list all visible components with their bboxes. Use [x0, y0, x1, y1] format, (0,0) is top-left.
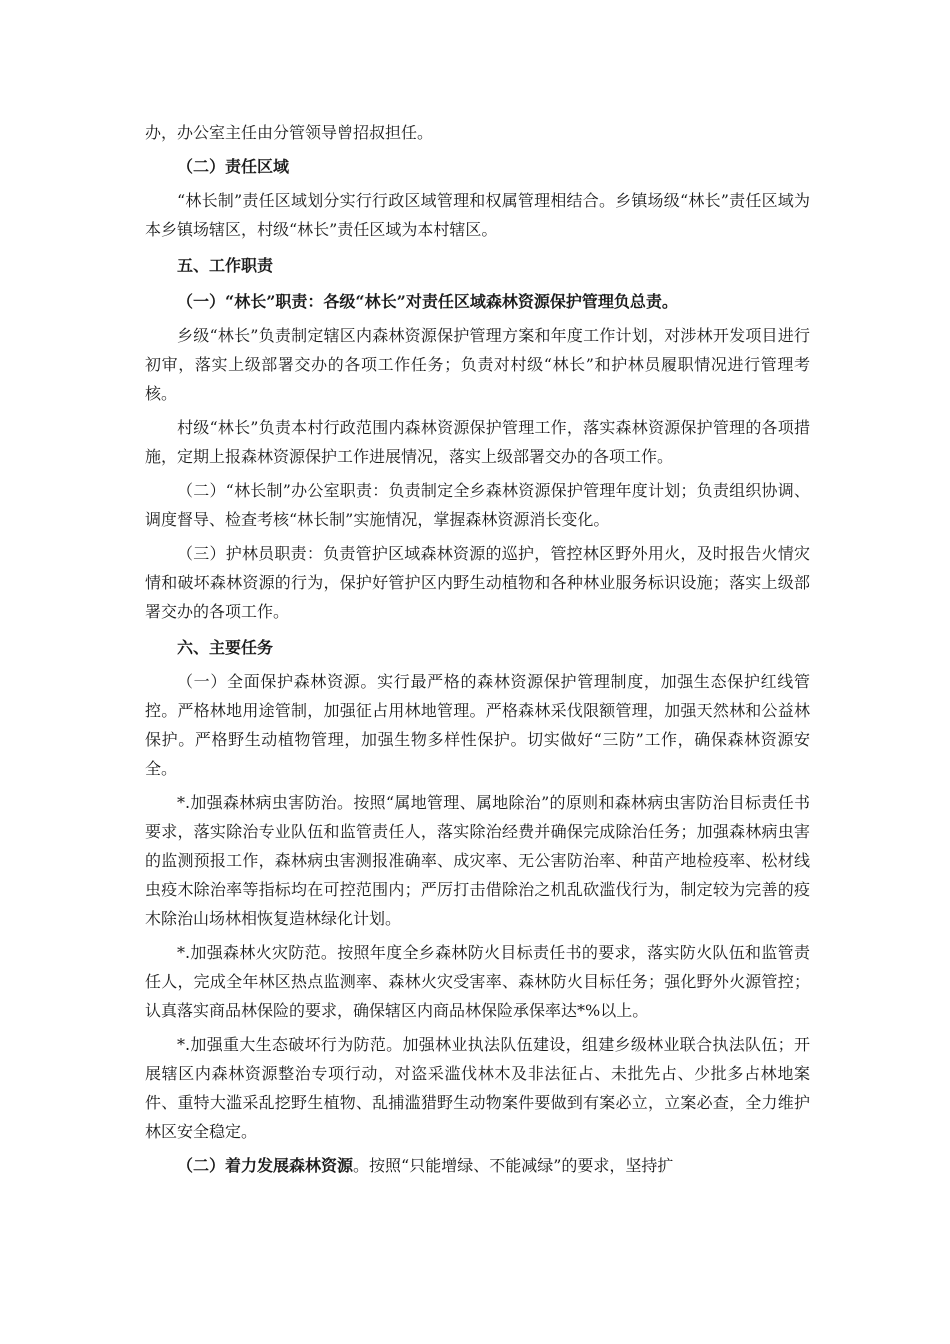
heading-forest-chief-duties: （一）“林长”职责：各级“林长”对责任区域森林资源保护管理负总责。	[177, 292, 678, 311]
paragraph-pest-control: *.加强森林病虫害防治。按照“属地管理、属地除治”的原则和森林病虫害防治目标责任书要求，落实除治专业队伍和监管责任人，落实除治经费并确保完成除治任务；加强森林病虫害的监测预报工作，森林病虫害测报准确率、成灾率、无公害防治率、种苗产地检疫率、松材线虫疫木除治率等指标均在可控范围内；严厉打击借除治之机乱砍滥伐行为，制定较为完善的疫木除治山场林相恢复造林绿化计划。	[145, 793, 810, 928]
develop-forest-lead: （二）着力发展森林资源	[177, 1156, 354, 1175]
heading-work-duties: 五、工作职责	[177, 256, 274, 275]
heading-responsibility-area: （二）责任区域	[177, 157, 290, 176]
paragraph-ranger-duties: （三）护林员职责：负责管护区域森林资源的巡护，管控林区野外用火，及时报告火情灾情和破坏森林资源的行为，保护好管护区内野生动植物和各种林业服务标识设施；落实上级部署交办的各项工作。	[145, 544, 810, 621]
document-page	[145, 118, 810, 1180]
paragraph-fire-prevention: *.加强森林火灾防范。按照年度全乡森林防火目标责任书的要求，落实防火队伍和监管责任人，完成全年林区热点监测率、森林火灾受害率、森林防火目标任务；强化野外火源管控；认真落实商品林保险的要求，确保辖区内商品林保险承保率达*%以上。	[145, 943, 810, 1020]
develop-forest-text: 。按照“只能增绿、不能减绿”的要求，坚持扩	[353, 1156, 674, 1175]
paragraph-township-chief: 乡级“林长”负责制定辖区内森林资源保护管理方案和年度工作计划，对涉林开发项目进行初审，落实上级部署交办的各项工作任务；负责对村级“林长”和护林员履职情况进行管理考核。	[145, 326, 810, 403]
paragraph-continued: 办，办公室主任由分管领导曾招叔担任。	[145, 123, 434, 142]
paragraph-ecological-damage: *.加强重大生态破坏行为防范。加强林业执法队伍建设，组建乡级林业联合执法队伍；开展辖区内森林资源整治专项行动，对盗采滥伐林木及非法征占、未批先占、少批多占林地案件、重特大滥采乱挖野生植物、乱捕滥猎野生动物案件要做到有案必立，立案必查，全力维护林区安全稳定。	[145, 1035, 810, 1141]
paragraph-responsibility-area: “林长制”责任区域划分实行行政区域管理和权属管理相结合。乡镇场级“林长”责任区域为本乡镇场辖区，村级“林长”责任区域为本村辖区。	[145, 191, 810, 239]
paragraph-protect-forest: （一）全面保护森林资源。实行最严格的森林资源保护管理制度，加强生态保护红线管控。严格林地用途管制，加强征占用林地管理。严格森林采伐限额管理，加强天然林和公益林保护。严格野生动植物管理，加强生物多样性保护。切实做好“三防”工作，确保森林资源安全。	[145, 672, 810, 778]
heading-main-tasks: 六、主要任务	[177, 638, 274, 657]
paragraph-office-duties: （二）“林长制”办公室职责：负责制定全乡森林资源保护管理年度计划；负责组织协调、调度督导、检查考核“林长制”实施情况，掌握森林资源消长变化。	[145, 481, 810, 529]
paragraph-develop-forest	[145, 1151, 810, 1180]
paragraph-village-chief: 村级“林长”负责本村行政范围内森林资源保护管理工作，落实森林资源保护管理的各项措施，定期上报森林资源保护工作进展情况，落实上级部署交办的各项工作。	[145, 418, 810, 466]
